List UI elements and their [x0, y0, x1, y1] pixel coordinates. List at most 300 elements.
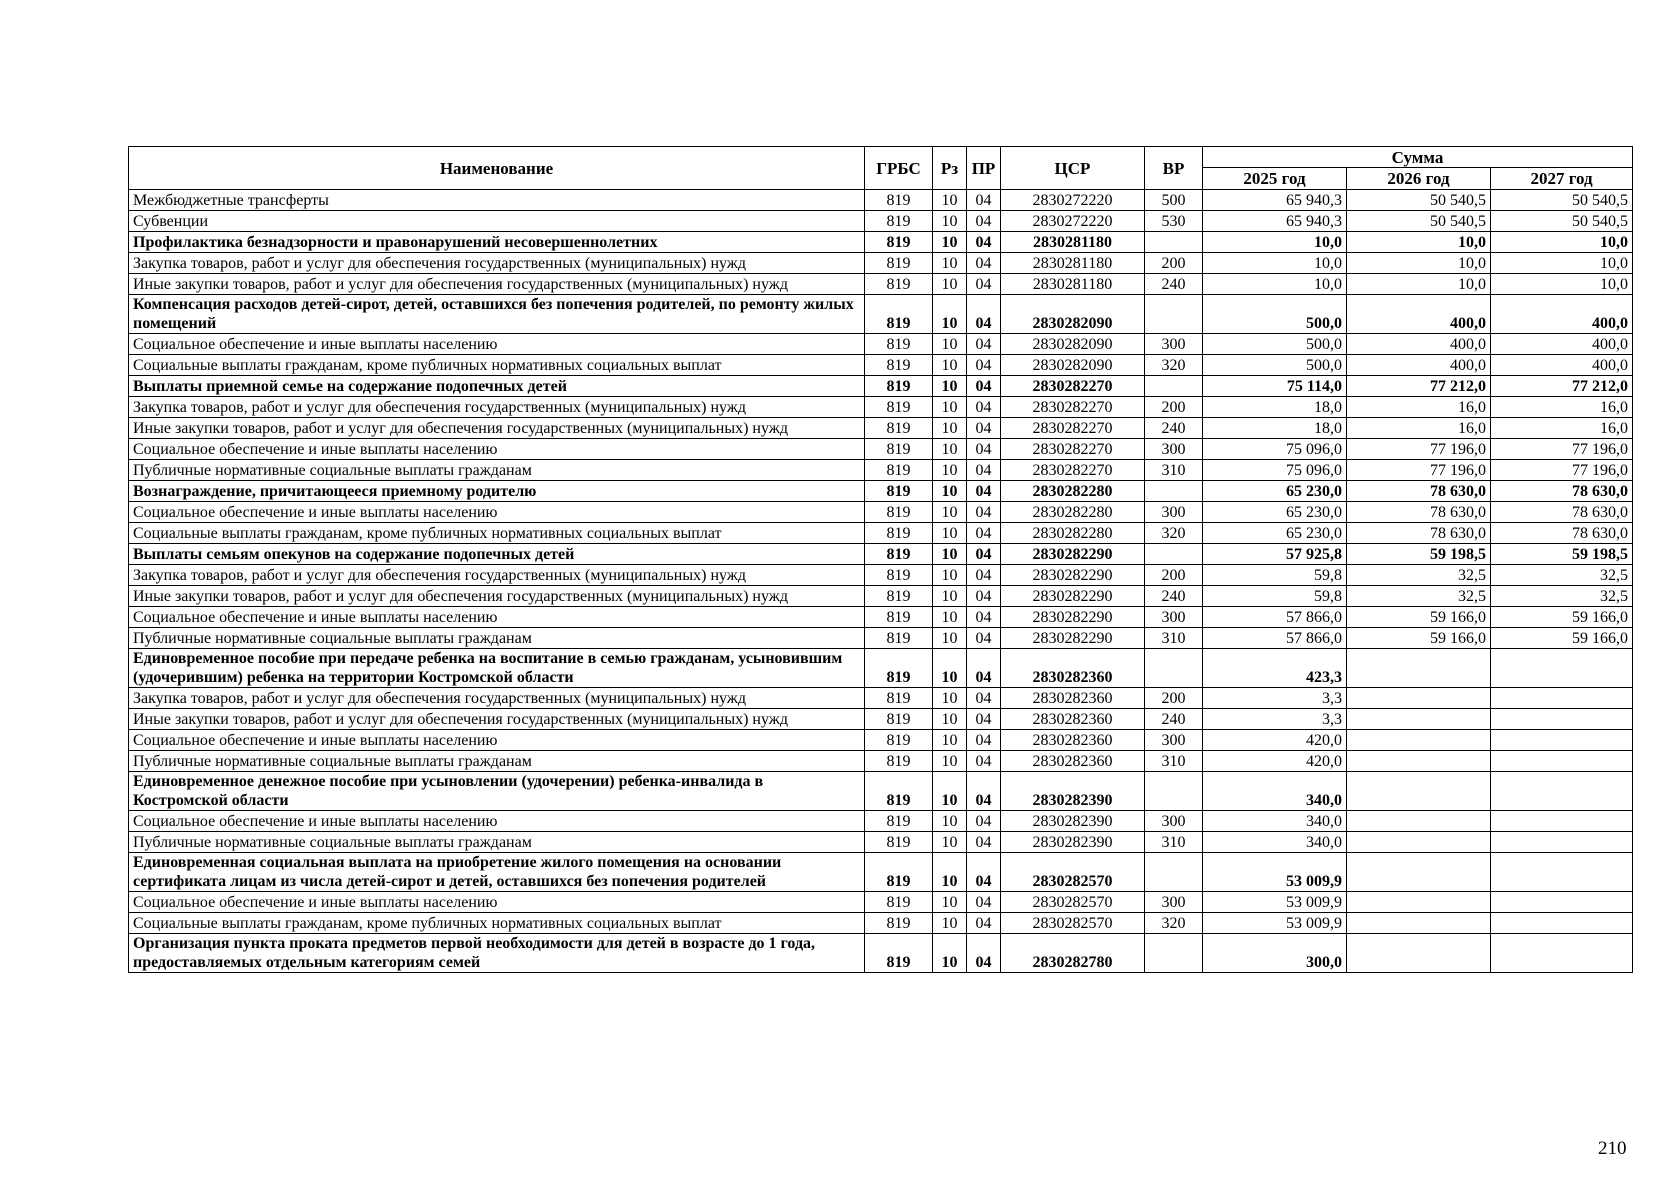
table-row-section — [129, 544, 1633, 565]
cell-name: Закупка товаров, работ и услуг для обеспечения государственных (муниципальных) нужд — [129, 565, 865, 586]
cell-vr: 300 — [1145, 439, 1203, 460]
cell-2025: 420,0 — [1203, 751, 1347, 772]
table-row — [129, 832, 1633, 853]
cell-2027 — [1491, 811, 1633, 832]
table-header — [129, 147, 1633, 190]
cell-2025: 500,0 — [1203, 295, 1347, 334]
cell-grbs: 819 — [865, 295, 933, 334]
cell-rz: 10 — [933, 913, 967, 934]
cell-pr: 04 — [967, 544, 1001, 565]
cell-pr: 04 — [967, 502, 1001, 523]
table-row — [129, 460, 1633, 481]
cell-pr: 04 — [967, 832, 1001, 853]
cell-2025: 420,0 — [1203, 730, 1347, 751]
cell-2026: 10,0 — [1347, 232, 1491, 253]
budget-table — [128, 146, 1633, 973]
cell-csr: 2830281180 — [1001, 253, 1145, 274]
cell-vr — [1145, 376, 1203, 397]
cell-2027: 59 166,0 — [1491, 628, 1633, 649]
cell-grbs: 819 — [865, 892, 933, 913]
cell-2025: 340,0 — [1203, 811, 1347, 832]
cell-2026 — [1347, 913, 1491, 934]
cell-name: Публичные нормативные социальные выплаты гражданам — [129, 460, 865, 481]
cell-name: Социальное обеспечение и иные выплаты населению — [129, 607, 865, 628]
cell-grbs: 819 — [865, 853, 933, 892]
cell-2026: 400,0 — [1347, 355, 1491, 376]
cell-csr: 2830282360 — [1001, 688, 1145, 709]
cell-2025: 340,0 — [1203, 832, 1347, 853]
table-row — [129, 523, 1633, 544]
cell-csr: 2830282360 — [1001, 649, 1145, 688]
cell-rz: 10 — [933, 211, 967, 232]
cell-csr: 2830282270 — [1001, 439, 1145, 460]
cell-name: Вознаграждение, причитающееся приемному родителю — [129, 481, 865, 502]
cell-csr: 2830282090 — [1001, 355, 1145, 376]
table-body — [129, 190, 1633, 973]
cell-2027: 10,0 — [1491, 253, 1633, 274]
cell-2025: 300,0 — [1203, 934, 1347, 973]
cell-grbs: 819 — [865, 376, 933, 397]
cell-pr: 04 — [967, 751, 1001, 772]
table-row-section — [129, 376, 1633, 397]
cell-name: Закупка товаров, работ и услуг для обеспечения государственных (муниципальных) нужд — [129, 253, 865, 274]
cell-2027 — [1491, 730, 1633, 751]
cell-pr: 04 — [967, 772, 1001, 811]
header-year-2027: 2027 год — [1491, 168, 1633, 190]
cell-2025: 3,3 — [1203, 688, 1347, 709]
cell-name: Иные закупки товаров, работ и услуг для обеспечения государственных (муниципальных) нужд — [129, 586, 865, 607]
cell-grbs: 819 — [865, 190, 933, 211]
cell-pr: 04 — [967, 460, 1001, 481]
cell-name: Социальное обеспечение и иные выплаты населению — [129, 892, 865, 913]
cell-csr: 2830282290 — [1001, 544, 1145, 565]
cell-grbs: 819 — [865, 913, 933, 934]
cell-vr — [1145, 853, 1203, 892]
cell-2025: 500,0 — [1203, 334, 1347, 355]
cell-vr: 240 — [1145, 418, 1203, 439]
cell-name: Выплаты приемной семье на содержание подопечных детей — [129, 376, 865, 397]
cell-2025: 18,0 — [1203, 418, 1347, 439]
cell-rz: 10 — [933, 397, 967, 418]
table-row — [129, 439, 1633, 460]
table-row-section — [129, 934, 1633, 973]
cell-pr: 04 — [967, 211, 1001, 232]
cell-rz: 10 — [933, 892, 967, 913]
cell-pr: 04 — [967, 586, 1001, 607]
cell-2026 — [1347, 730, 1491, 751]
header-year-2025: 2025 год — [1203, 168, 1347, 190]
cell-2027: 16,0 — [1491, 418, 1633, 439]
table-row — [129, 502, 1633, 523]
table-row — [129, 565, 1633, 586]
cell-2025: 53 009,9 — [1203, 913, 1347, 934]
cell-csr: 2830282390 — [1001, 832, 1145, 853]
cell-vr: 200 — [1145, 688, 1203, 709]
cell-csr: 2830282360 — [1001, 730, 1145, 751]
cell-2027 — [1491, 688, 1633, 709]
cell-2026: 16,0 — [1347, 397, 1491, 418]
cell-vr — [1145, 649, 1203, 688]
cell-csr: 2830282360 — [1001, 751, 1145, 772]
cell-vr: 240 — [1145, 274, 1203, 295]
cell-2025: 65 230,0 — [1203, 502, 1347, 523]
cell-pr: 04 — [967, 853, 1001, 892]
cell-vr: 200 — [1145, 397, 1203, 418]
cell-2027: 78 630,0 — [1491, 502, 1633, 523]
table-row-section — [129, 295, 1633, 334]
cell-rz: 10 — [933, 253, 967, 274]
cell-pr: 04 — [967, 397, 1001, 418]
cell-2026 — [1347, 934, 1491, 973]
cell-grbs: 819 — [865, 811, 933, 832]
cell-2027 — [1491, 649, 1633, 688]
cell-2027 — [1491, 934, 1633, 973]
cell-2025: 57 866,0 — [1203, 607, 1347, 628]
cell-2026 — [1347, 751, 1491, 772]
cell-vr: 320 — [1145, 523, 1203, 544]
cell-pr: 04 — [967, 274, 1001, 295]
table-row — [129, 586, 1633, 607]
cell-csr: 2830282290 — [1001, 607, 1145, 628]
cell-rz: 10 — [933, 607, 967, 628]
cell-2025: 3,3 — [1203, 709, 1347, 730]
cell-csr: 2830272220 — [1001, 211, 1145, 232]
cell-pr: 04 — [967, 628, 1001, 649]
cell-rz: 10 — [933, 832, 967, 853]
cell-grbs: 819 — [865, 418, 933, 439]
cell-csr: 2830281180 — [1001, 274, 1145, 295]
cell-vr — [1145, 934, 1203, 973]
cell-2027: 32,5 — [1491, 586, 1633, 607]
cell-2027: 59 166,0 — [1491, 607, 1633, 628]
table-row-section — [129, 853, 1633, 892]
cell-name: Социальное обеспечение и иные выплаты населению — [129, 334, 865, 355]
cell-2026: 32,5 — [1347, 565, 1491, 586]
cell-2027 — [1491, 853, 1633, 892]
table-row — [129, 334, 1633, 355]
cell-2026 — [1347, 772, 1491, 811]
cell-2027: 50 540,5 — [1491, 190, 1633, 211]
cell-name: Организация пункта проката предметов первой необходимости для детей в возрасте до 1 года, предоставляемых отдельным категориям семей — [129, 934, 865, 973]
cell-2025: 53 009,9 — [1203, 892, 1347, 913]
cell-vr: 310 — [1145, 460, 1203, 481]
table-row — [129, 709, 1633, 730]
cell-2026 — [1347, 709, 1491, 730]
cell-name: Единовременное денежное пособие при усыновлении (удочерении) ребенка-инвалида в Костромской области — [129, 772, 865, 811]
cell-2026 — [1347, 688, 1491, 709]
cell-2025: 57 866,0 — [1203, 628, 1347, 649]
cell-2027 — [1491, 709, 1633, 730]
cell-2025: 10,0 — [1203, 274, 1347, 295]
cell-pr: 04 — [967, 334, 1001, 355]
cell-rz: 10 — [933, 544, 967, 565]
cell-rz: 10 — [933, 502, 967, 523]
cell-rz: 10 — [933, 460, 967, 481]
cell-vr — [1145, 232, 1203, 253]
cell-2027: 400,0 — [1491, 295, 1633, 334]
table-row — [129, 628, 1633, 649]
cell-rz: 10 — [933, 295, 967, 334]
cell-csr: 2830282270 — [1001, 460, 1145, 481]
cell-2026: 78 630,0 — [1347, 523, 1491, 544]
cell-csr: 2830282280 — [1001, 502, 1145, 523]
table-row — [129, 730, 1633, 751]
cell-vr: 300 — [1145, 730, 1203, 751]
cell-csr: 2830282090 — [1001, 295, 1145, 334]
cell-csr: 2830282090 — [1001, 334, 1145, 355]
cell-rz: 10 — [933, 934, 967, 973]
cell-pr: 04 — [967, 892, 1001, 913]
cell-grbs: 819 — [865, 751, 933, 772]
cell-pr: 04 — [967, 253, 1001, 274]
cell-2025: 75 096,0 — [1203, 439, 1347, 460]
cell-name: Единовременное пособие при передаче ребенка на воспитание в семью гражданам, усыновившим (удочерившим) ребенка на территории Костромской области — [129, 649, 865, 688]
cell-vr: 200 — [1145, 565, 1203, 586]
cell-2026 — [1347, 811, 1491, 832]
cell-pr: 04 — [967, 295, 1001, 334]
cell-vr: 300 — [1145, 892, 1203, 913]
header-sum: Сумма — [1203, 147, 1633, 168]
table-row — [129, 688, 1633, 709]
cell-grbs: 819 — [865, 502, 933, 523]
cell-csr: 2830282570 — [1001, 853, 1145, 892]
cell-rz: 10 — [933, 586, 967, 607]
cell-grbs: 819 — [865, 709, 933, 730]
cell-rz: 10 — [933, 334, 967, 355]
cell-vr: 310 — [1145, 751, 1203, 772]
cell-2025: 75 096,0 — [1203, 460, 1347, 481]
cell-name: Социальное обеспечение и иные выплаты населению — [129, 811, 865, 832]
cell-grbs: 819 — [865, 730, 933, 751]
cell-csr: 2830282570 — [1001, 892, 1145, 913]
header-pr: ПР — [967, 147, 1001, 190]
cell-name: Выплаты семьям опекунов на содержание подопечных детей — [129, 544, 865, 565]
cell-2027: 10,0 — [1491, 232, 1633, 253]
cell-name: Профилактика безнадзорности и правонарушений несовершеннолетних — [129, 232, 865, 253]
cell-vr: 320 — [1145, 355, 1203, 376]
cell-grbs: 819 — [865, 355, 933, 376]
cell-rz: 10 — [933, 709, 967, 730]
cell-2026 — [1347, 892, 1491, 913]
cell-rz: 10 — [933, 649, 967, 688]
cell-pr: 04 — [967, 376, 1001, 397]
cell-2027 — [1491, 772, 1633, 811]
cell-2026: 59 166,0 — [1347, 607, 1491, 628]
cell-grbs: 819 — [865, 397, 933, 418]
table-row — [129, 190, 1633, 211]
cell-2027: 50 540,5 — [1491, 211, 1633, 232]
cell-csr: 2830272220 — [1001, 190, 1145, 211]
cell-2027 — [1491, 832, 1633, 853]
cell-name: Социальные выплаты гражданам, кроме публичных нормативных социальных выплат — [129, 355, 865, 376]
cell-pr: 04 — [967, 481, 1001, 502]
cell-grbs: 819 — [865, 688, 933, 709]
cell-vr: 300 — [1145, 607, 1203, 628]
cell-pr: 04 — [967, 418, 1001, 439]
cell-vr — [1145, 544, 1203, 565]
cell-2027: 10,0 — [1491, 274, 1633, 295]
header-rz: Рз — [933, 147, 967, 190]
cell-name: Закупка товаров, работ и услуг для обеспечения государственных (муниципальных) нужд — [129, 688, 865, 709]
cell-rz: 10 — [933, 772, 967, 811]
table-row — [129, 355, 1633, 376]
cell-csr: 2830282280 — [1001, 523, 1145, 544]
cell-pr: 04 — [967, 232, 1001, 253]
cell-2027: 59 198,5 — [1491, 544, 1633, 565]
cell-name: Публичные нормативные социальные выплаты гражданам — [129, 751, 865, 772]
cell-2026: 59 198,5 — [1347, 544, 1491, 565]
cell-grbs: 819 — [865, 334, 933, 355]
cell-grbs: 819 — [865, 439, 933, 460]
cell-pr: 04 — [967, 439, 1001, 460]
cell-pr: 04 — [967, 730, 1001, 751]
cell-name: Компенсация расходов детей-сирот, детей, оставшихся без попечения родителей, по ремонту жилых помещений — [129, 295, 865, 334]
cell-2026: 78 630,0 — [1347, 481, 1491, 502]
cell-grbs: 819 — [865, 253, 933, 274]
cell-2026: 16,0 — [1347, 418, 1491, 439]
cell-grbs: 819 — [865, 460, 933, 481]
cell-pr: 04 — [967, 688, 1001, 709]
table-row — [129, 418, 1633, 439]
cell-grbs: 819 — [865, 211, 933, 232]
cell-vr: 300 — [1145, 811, 1203, 832]
cell-csr: 2830282390 — [1001, 811, 1145, 832]
cell-csr: 2830282280 — [1001, 481, 1145, 502]
cell-2027: 77 212,0 — [1491, 376, 1633, 397]
cell-pr: 04 — [967, 355, 1001, 376]
cell-2025: 75 114,0 — [1203, 376, 1347, 397]
cell-vr: 500 — [1145, 190, 1203, 211]
cell-vr: 320 — [1145, 913, 1203, 934]
cell-grbs: 819 — [865, 544, 933, 565]
header-vr: ВР — [1145, 147, 1203, 190]
cell-2026 — [1347, 853, 1491, 892]
cell-csr: 2830282780 — [1001, 934, 1145, 973]
cell-pr: 04 — [967, 913, 1001, 934]
cell-grbs: 819 — [865, 565, 933, 586]
cell-vr: 300 — [1145, 502, 1203, 523]
cell-name: Социальное обеспечение и иные выплаты населению — [129, 502, 865, 523]
cell-2026: 10,0 — [1347, 274, 1491, 295]
page-number: 210 — [1598, 1138, 1627, 1159]
cell-grbs: 819 — [865, 274, 933, 295]
cell-csr: 2830282290 — [1001, 586, 1145, 607]
table-row — [129, 211, 1633, 232]
cell-rz: 10 — [933, 565, 967, 586]
table-row — [129, 751, 1633, 772]
cell-vr: 200 — [1145, 253, 1203, 274]
cell-2027: 77 196,0 — [1491, 439, 1633, 460]
cell-csr: 2830282390 — [1001, 772, 1145, 811]
cell-pr: 04 — [967, 811, 1001, 832]
cell-grbs: 819 — [865, 481, 933, 502]
cell-vr: 310 — [1145, 832, 1203, 853]
cell-2026: 400,0 — [1347, 334, 1491, 355]
cell-grbs: 819 — [865, 586, 933, 607]
cell-grbs: 819 — [865, 523, 933, 544]
cell-rz: 10 — [933, 481, 967, 502]
cell-2026: 50 540,5 — [1347, 211, 1491, 232]
cell-csr: 2830282360 — [1001, 709, 1145, 730]
cell-pr: 04 — [967, 607, 1001, 628]
cell-vr — [1145, 481, 1203, 502]
cell-name: Публичные нормативные социальные выплаты гражданам — [129, 628, 865, 649]
table-row — [129, 274, 1633, 295]
cell-csr: 2830282290 — [1001, 628, 1145, 649]
cell-2025: 53 009,9 — [1203, 853, 1347, 892]
cell-name: Социальное обеспечение и иные выплаты населению — [129, 439, 865, 460]
cell-grbs: 819 — [865, 607, 933, 628]
cell-pr: 04 — [967, 649, 1001, 688]
cell-2026: 77 212,0 — [1347, 376, 1491, 397]
cell-2027: 77 196,0 — [1491, 460, 1633, 481]
cell-name: Социальные выплаты гражданам, кроме публичных нормативных социальных выплат — [129, 913, 865, 934]
cell-name: Межбюджетные трансферты — [129, 190, 865, 211]
cell-rz: 10 — [933, 232, 967, 253]
header-csr: ЦСР — [1001, 147, 1145, 190]
cell-2026: 59 166,0 — [1347, 628, 1491, 649]
cell-rz: 10 — [933, 730, 967, 751]
cell-2025: 10,0 — [1203, 253, 1347, 274]
cell-2025: 65 230,0 — [1203, 523, 1347, 544]
cell-rz: 10 — [933, 355, 967, 376]
cell-2025: 65 940,3 — [1203, 211, 1347, 232]
cell-rz: 10 — [933, 751, 967, 772]
cell-2025: 59,8 — [1203, 586, 1347, 607]
cell-2025: 423,3 — [1203, 649, 1347, 688]
cell-pr: 04 — [967, 565, 1001, 586]
cell-rz: 10 — [933, 274, 967, 295]
cell-vr — [1145, 295, 1203, 334]
cell-rz: 10 — [933, 190, 967, 211]
cell-vr: 310 — [1145, 628, 1203, 649]
header-grbs: ГРБС — [865, 147, 933, 190]
table-row-section — [129, 649, 1633, 688]
table-row-section — [129, 481, 1633, 502]
cell-csr: 2830282570 — [1001, 913, 1145, 934]
cell-2026: 10,0 — [1347, 253, 1491, 274]
cell-2026 — [1347, 832, 1491, 853]
cell-2025: 59,8 — [1203, 565, 1347, 586]
cell-name: Публичные нормативные социальные выплаты гражданам — [129, 832, 865, 853]
cell-2026: 50 540,5 — [1347, 190, 1491, 211]
cell-pr: 04 — [967, 934, 1001, 973]
cell-rz: 10 — [933, 628, 967, 649]
cell-2025: 18,0 — [1203, 397, 1347, 418]
header-year-2026: 2026 год — [1347, 168, 1491, 190]
cell-2027: 400,0 — [1491, 355, 1633, 376]
cell-2026: 77 196,0 — [1347, 439, 1491, 460]
table-row — [129, 607, 1633, 628]
cell-pr: 04 — [967, 523, 1001, 544]
cell-name: Социальное обеспечение и иные выплаты населению — [129, 730, 865, 751]
cell-grbs: 819 — [865, 832, 933, 853]
cell-2025: 340,0 — [1203, 772, 1347, 811]
cell-vr: 530 — [1145, 211, 1203, 232]
cell-rz: 10 — [933, 853, 967, 892]
cell-2026: 78 630,0 — [1347, 502, 1491, 523]
cell-pr: 04 — [967, 190, 1001, 211]
cell-name: Закупка товаров, работ и услуг для обеспечения государственных (муниципальных) нужд — [129, 397, 865, 418]
table-row — [129, 811, 1633, 832]
cell-2027: 32,5 — [1491, 565, 1633, 586]
cell-csr: 2830282270 — [1001, 376, 1145, 397]
table-row-section — [129, 232, 1633, 253]
cell-rz: 10 — [933, 439, 967, 460]
cell-2025: 57 925,8 — [1203, 544, 1347, 565]
cell-2025: 10,0 — [1203, 232, 1347, 253]
cell-csr: 2830282270 — [1001, 418, 1145, 439]
